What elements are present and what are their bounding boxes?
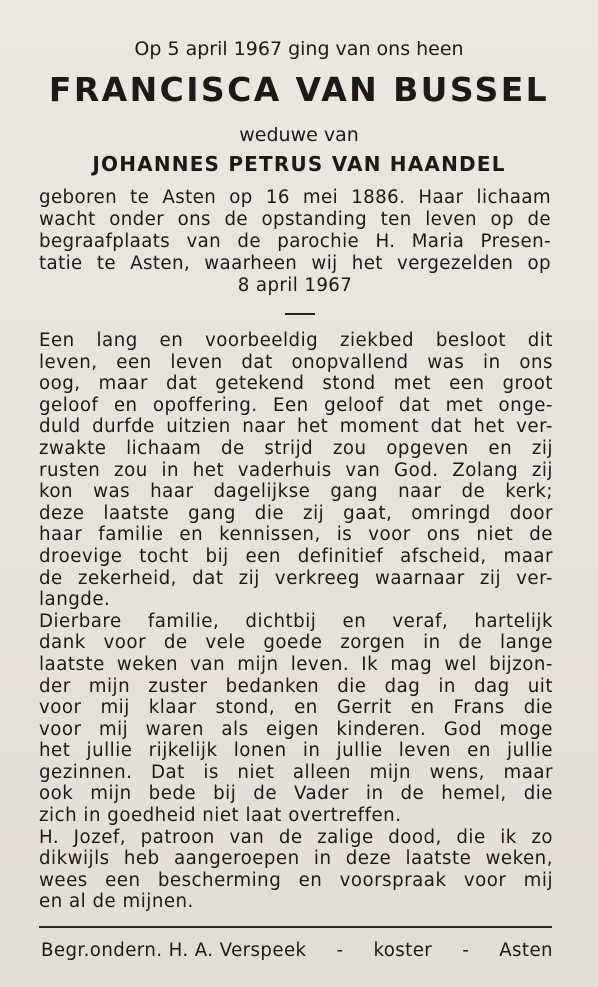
burial-date: 8 april 1967 xyxy=(237,275,353,296)
text-line: haar familie en kennissen, is voor ons niet de xyxy=(39,524,553,546)
footer-rule xyxy=(39,926,552,928)
text-line: leven, een leven dat onopvallend was in ons xyxy=(39,351,553,373)
bio-line: begraafplaats van de parochie H. Maria Presen- xyxy=(39,231,551,252)
undertaker-name: Begr.ondern. H. A. Verspeek xyxy=(41,940,307,961)
biography-paragraph xyxy=(39,187,551,297)
text-line: laatste weken van mijn leven. Ik mag wel bijzon- xyxy=(39,653,553,675)
bio-line: wacht onder ons de opstanding ten leven op de xyxy=(39,209,551,230)
text-line: het jullie rijkelijk lonen in jullie leven en jullie xyxy=(39,740,553,762)
text-line: ook mijn bede bij de Vader in de hemel, die xyxy=(39,783,553,805)
undertaker-role: koster xyxy=(373,940,433,961)
text-line: droevige tocht bij een definitief afscheid, maar xyxy=(39,545,553,567)
text-line: langde. xyxy=(39,589,111,611)
bio-line: geboren te Asten op 16 mei 1886. Haar lichaam xyxy=(39,187,551,208)
text-line: voor mij klaar stond, en Gerrit en Frans die xyxy=(39,697,553,719)
text-line: dikwijls heb aangeroepen in deze laatste weken, xyxy=(39,848,553,870)
text-line: de zekerheid, dat zij verkreeg waarnaar zij ver- xyxy=(39,567,553,589)
deceased-name: FRANCISCA VAN BUSSEL xyxy=(48,70,550,109)
text-line: der mijn zuster bedanken die dag in dag uit xyxy=(39,675,553,697)
text-line: en al de mijnen. xyxy=(39,891,194,913)
text-line: duld durfde uitzien naar het moment dat het ver- xyxy=(39,416,553,438)
text-line: kon was haar dagelijkse gang naar de kerk; xyxy=(39,481,553,503)
main-text xyxy=(39,330,553,913)
bio-line: tatie te Asten, waarheen wij het vergezelden op xyxy=(39,253,551,274)
divider-rule xyxy=(285,313,315,315)
undertaker-place: Asten xyxy=(499,940,553,961)
text-line: Dierbare familie, dichtbij en veraf, hartelijk xyxy=(39,610,553,632)
text-line: deze laatste gang die zij gaat, omringd door xyxy=(39,502,553,524)
text-line: wees een bescherming en voorspraak voor mij xyxy=(39,869,553,891)
intro-line: Op 5 april 1967 ging van ons heen xyxy=(134,38,464,60)
text-line: zich in goedheid niet laat overtreffen. xyxy=(39,805,402,827)
husband-name: JOHANNES PETRUS VAN HAANDEL xyxy=(92,152,506,176)
separator: - xyxy=(336,940,344,961)
text-line: geloof en opoffering. Een geloof dat met onge- xyxy=(39,394,553,416)
text-line: dank voor de vele goede zorgen in de lange xyxy=(39,632,553,654)
separator: - xyxy=(462,940,470,961)
text-line: gezinnen. Dat is niet alleen mijn wens, maar xyxy=(39,761,553,783)
text-line: H. Jozef, patroon van de zalige dood, die ik zo xyxy=(39,826,553,848)
text-line: zwakte lichaam de strijd zou opgeven en zij xyxy=(39,437,553,459)
text-line: voor mij waren als eigen kinderen. God moge xyxy=(39,718,553,740)
text-line: rusten zou in het vaderhuis van God. Zolang zij xyxy=(39,459,553,481)
text-line: Een lang en voorbeeldig ziekbed besloot dit xyxy=(39,330,553,351)
text-line: oog, maar dat getekend stond met een groot xyxy=(39,373,553,395)
footer-line xyxy=(41,940,553,961)
widow-of-line: weduwe van xyxy=(239,124,359,146)
